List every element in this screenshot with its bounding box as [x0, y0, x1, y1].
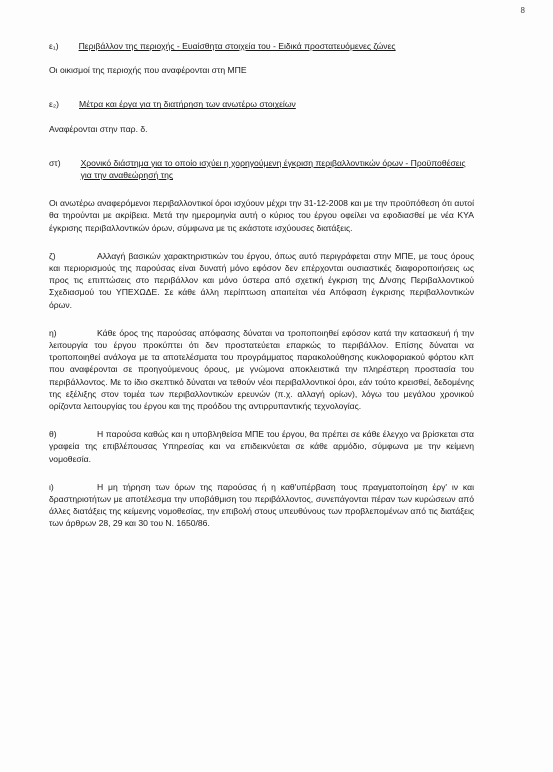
section-e2-title: Μέτρα και έργα για τη διατήρηση των ανωτέρω στοιχείων	[79, 99, 296, 110]
section-e1-title: Περιβάλλον της περιοχής - Ευαίσθητα στοιχεία του - Ειδικά προστατευόμενες ζώνες	[78, 41, 396, 51]
section-st-title: Χρονικό διάστημα για το οποίο ισχύει η χορηγούμενη έγκριση περιβαλλοντικών όρων - Προϋποθέσεις για την αναθεώρησή της	[80, 157, 466, 181]
section-st-body: Οι ανωτέρω αναφερόμενοι περιβαλλοντικοί όροι ισχύουν μέχρι την 31-12-2008 και με την προϋπόθεση ότι αυτοί θα τηρούνται με ακρίβεια. Μετά την ημερομηνία αυτή ο κύριος του έργου οφείλει να εφοδιασθεί με νέα ΚΥΑ έγκρισης περιβαλλοντικών όρων, σύμφωνα με τις εκάστοτε ισχύουσες διατάξεις.	[49, 198, 474, 233]
section-z-body: Αλλαγή βασικών χαρακτηριστικών του έργου, όπως αυτό περιγράφεται στην ΜΠΕ, με τους όρους και περιορισμούς της παρούσας είναι δυνατή μόνο εφόσον δεν επέρχονται ουσιαστικές διαφοροποιήσεις ως προς τις επιπτώσεις στο περιβάλλον και μόνο ύστερα από σχετική έγκριση της Δ/νσης Περιβαλλοντικού Σχεδιασμού του ΥΠΕΧΩΔΕ. Σε κάθε άλλη περίπτωση απαιτείται νέα Απόφαση έγκρισης περιβαλλοντικών όρων.	[49, 250, 474, 310]
section-z-label: ζ)	[49, 250, 56, 261]
page-number: 8	[520, 6, 525, 15]
section-e1-body: Οι οικισμοί της περιοχής που αναφέρονται στη ΜΠΕ	[49, 65, 247, 76]
section-e2-label: ε₂)	[49, 99, 60, 110]
section-h-body: Κάθε όρος της παρούσας απόφασης δύναται να τροποποιηθεί εφόσον κατά την κατασκευή ή την λειτουργία του έργου προκύπτει ότι δεν προστατεύεται επαρκώς το περιβάλλον. Επίσης δύναται να τροποποιηθεί ανάλογα με τα αποτελέσματα του προγράμματος παρακολούθησης κυκλοφοριακού φόρτου κλπ που αναφέρονται σε προηγούμενους όρους, με γνώμονα αποκλειστικά την πληρέστερη προστασία του περιβάλλοντος. Με το ίδιο σκεπτικό δύναται να τεθούν νέοι περιβαλλοντικοί όροι, εάν τούτο κρεισθεί, δεδομένης της εξέλιξης στον τομέα των περιβαλλοντικών ερευνών (π.χ. αλλαγή ορίων), λόγω του μεγάλου χρονικού ορίζοντα λειτουργίας του έργου και της προόδου της αντιρρυπαντικής τεχνολογίας.	[49, 327, 474, 412]
section-i	[49, 481, 474, 530]
section-th	[49, 428, 474, 465]
section-i-label: ι)	[49, 481, 54, 492]
section-st-label: στ)	[49, 157, 61, 168]
section-i-body: Η μη τήρηση των όρων της παρούσας ή η καθ'υπέρβαση τους πραγματοποίηση έργ' ιν και δραστηριοτήτων με αποτέλεσμα την υποβάθμιση του περιβάλλοντος, συνεπάγονται πέραν των κυρώσεων από άλλες διατάξεις της κείμενης νομοθεσίας, την επιβολή στους υπευθύνους των προβλεπομένων από τις διατάξεις των άρθρων 28, 29 και 30 του Ν. 1650/86.	[49, 481, 474, 529]
section-th-label: θ)	[49, 429, 57, 440]
section-st-heading	[49, 157, 474, 181]
section-h-label: η)	[49, 327, 57, 338]
section-h	[49, 327, 474, 412]
section-e2-heading	[49, 98, 474, 110]
section-e2-body: Αναφέρονται στην παρ. δ.	[49, 123, 148, 134]
section-th-body: Η παρούσα καθώς και η υποβληθείσα ΜΠΕ του έργου, θα πρέπει σε κάθε έλεγχο να βρίσκεται στα γραφεία της επιβλέπουσας Υπηρεσίας και να επιδεικνύεται σε κάθε αρμόδιο, σύμφωνα με την κείμενη νομοθεσία.	[49, 429, 474, 464]
section-e1-heading	[49, 40, 474, 52]
section-z	[49, 250, 474, 311]
document-body	[49, 40, 474, 530]
section-e1-label: ε₁)	[49, 41, 59, 51]
